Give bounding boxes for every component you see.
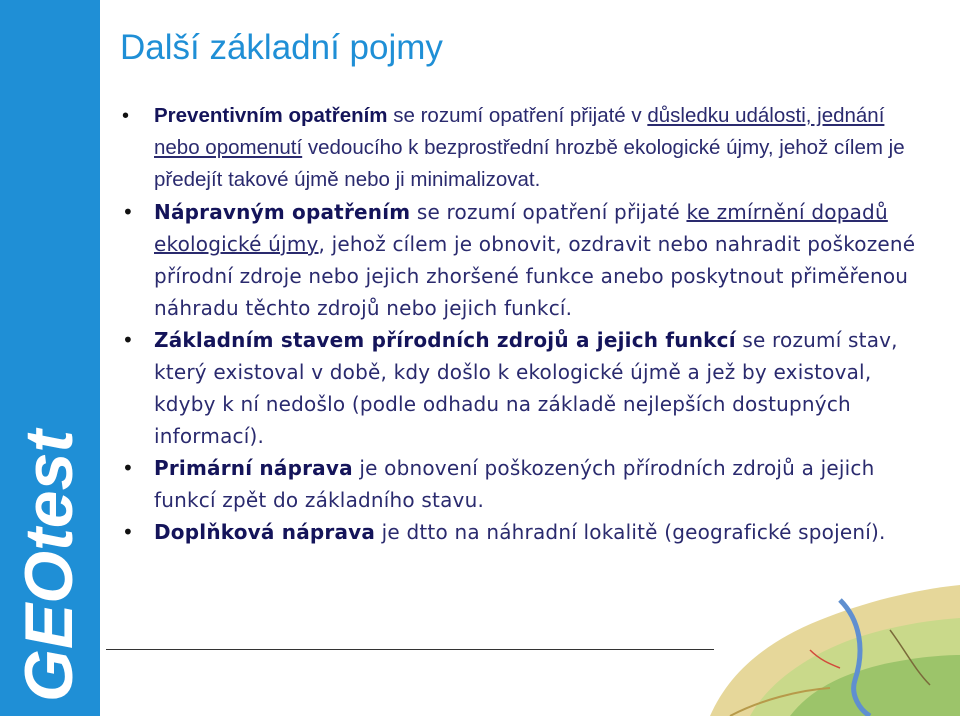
- term: Nápravným opatřením: [154, 200, 411, 224]
- term: Preventivním opatřením: [154, 104, 388, 127]
- bullet-primary-remediation: [122, 452, 922, 516]
- underlined-text: důsledku události, jednání nebo opomenutí: [154, 104, 885, 159]
- text: se rozumí stav, který existoval v době, kdy došlo k ekologické újmě a jež by existoval, kdyby k ní nedošlo (podle odhadu na základě nejlepších dostupných informací).: [154, 328, 898, 448]
- text: se rozumí opatření přijaté v: [387, 104, 648, 127]
- text: vedoucího k bezprostřední hrozbě ekologické újmy, jehož cílem je předejít takové újmě nebo ji minimalizovat.: [154, 136, 905, 191]
- term: Základním stavem přírodních zdrojů a jejich funkcí: [154, 328, 736, 352]
- term: Primární náprava: [154, 456, 353, 480]
- geotest-logo: [0, 410, 100, 710]
- bullet-preventive-measure: [122, 100, 922, 196]
- bullet-baseline-condition: [122, 324, 922, 452]
- text: je obnovení poškozených přírodních zdrojů a jejich funkcí zpět do základního stavu.: [154, 456, 875, 512]
- bullet-complementary-remediation: [122, 516, 922, 548]
- definition-list: [122, 100, 922, 548]
- landscape-illustration: [690, 560, 960, 716]
- bullet-remedial-measure: [122, 196, 922, 324]
- content-area: [122, 100, 922, 548]
- term: Doplňková náprava: [154, 520, 376, 544]
- text: se rozumí opatření přijaté: [410, 200, 687, 224]
- page-title: Další základní pojmy: [120, 28, 443, 67]
- logo-text: GEOtest: [11, 429, 87, 702]
- text: je dtto na náhradní lokalitě (geografické spojení).: [375, 520, 886, 544]
- underlined-text: ke zmírnění dopadů ekologické újmy: [154, 200, 888, 256]
- horizontal-rule: [106, 649, 714, 650]
- text: , jehož cílem je obnovit, ozdravit nebo nahradit poškozené přírodní zdroje nebo jejich zhoršené funkce anebo poskytnout přiměřenou náhradu těchto zdrojů nebo jejich funkcí.: [154, 232, 916, 320]
